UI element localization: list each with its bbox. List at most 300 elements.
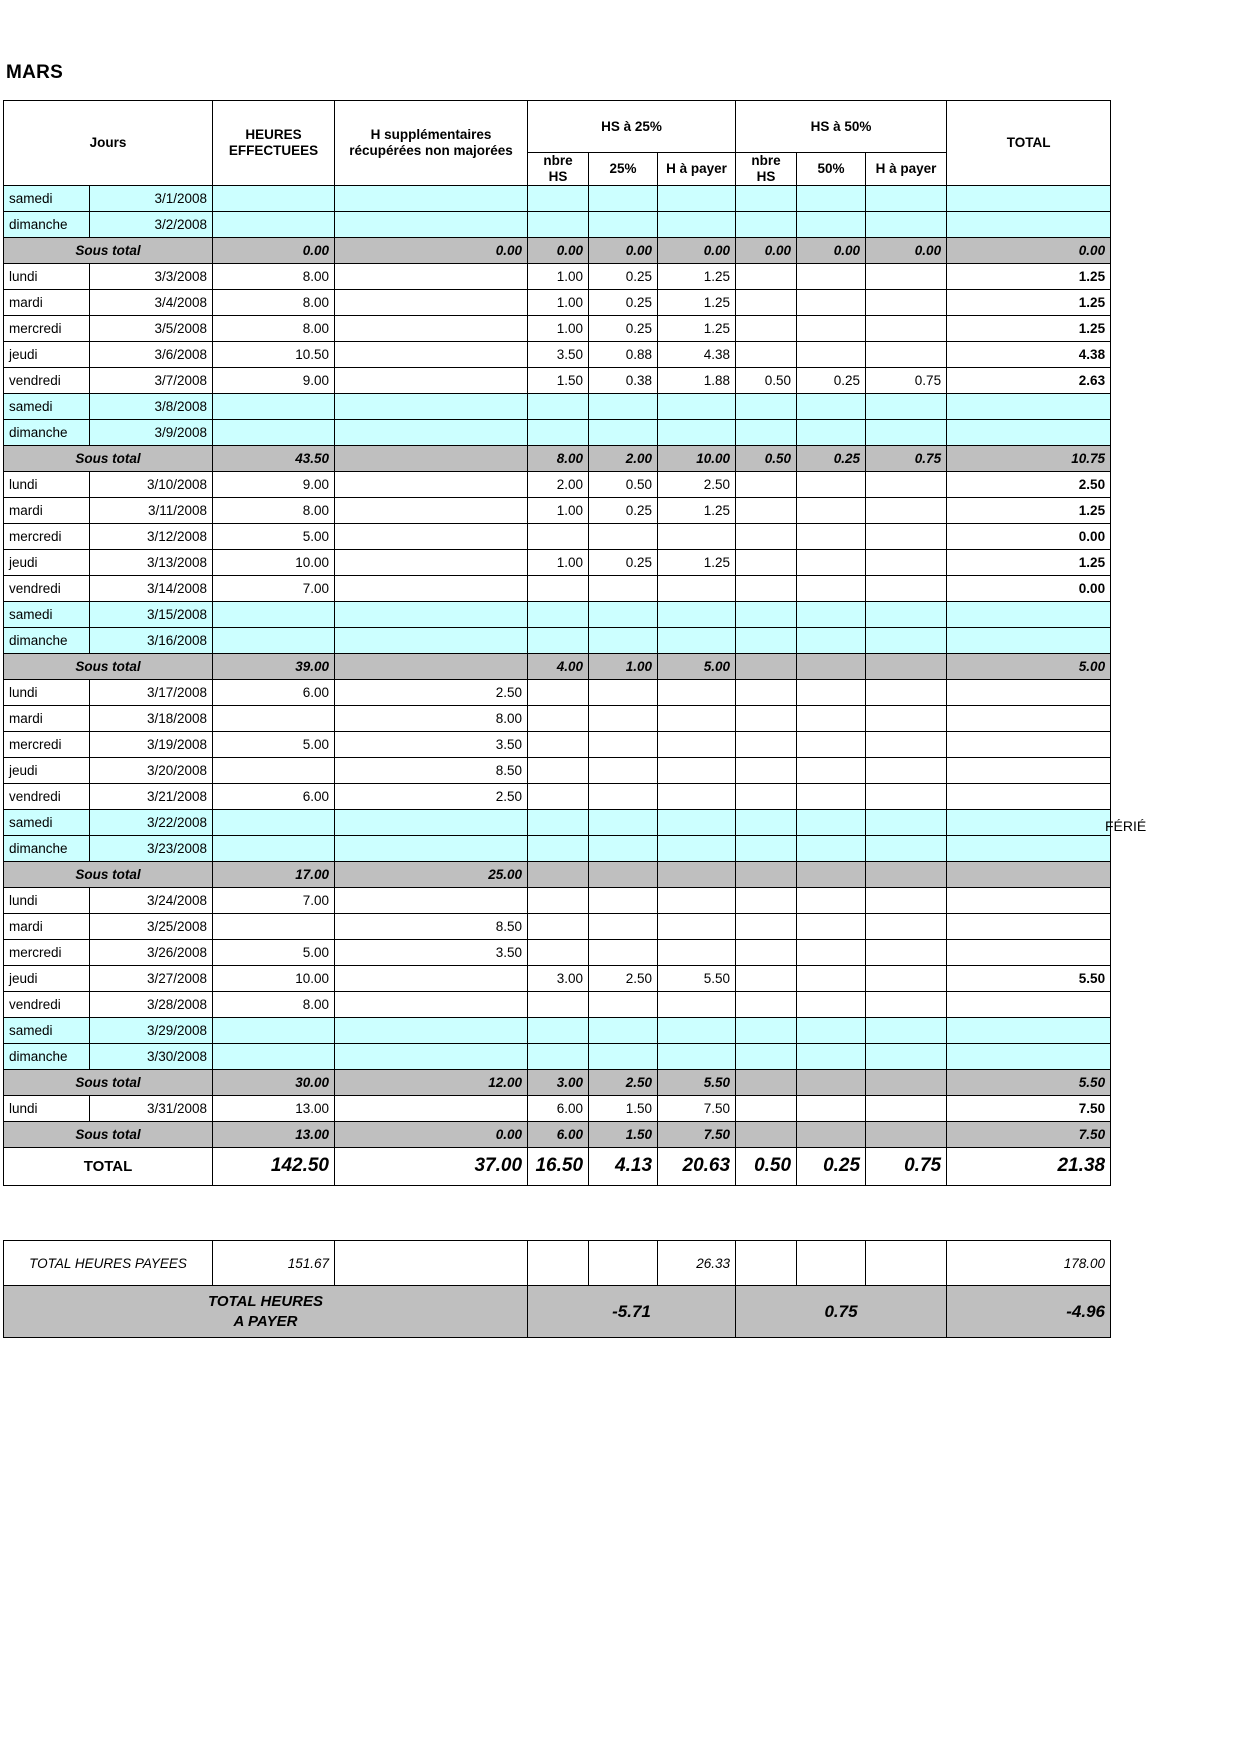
cell-date: 3/20/2008 <box>90 757 213 783</box>
cell-recuperees <box>335 627 528 653</box>
cell-day-name: dimanche <box>4 1043 90 1069</box>
cell-total: 0.00 <box>947 575 1111 601</box>
cell-total <box>947 393 1111 419</box>
cell-total <box>947 679 1111 705</box>
cell-h-payer-50 <box>866 341 947 367</box>
subtotal-pct-50 <box>797 861 866 887</box>
cell-heures-effectuees <box>213 913 335 939</box>
total-heures-payees-nbre-hs-25 <box>528 1241 589 1286</box>
table-row <box>4 991 1111 1017</box>
cell-heures-effectuees: 10.50 <box>213 341 335 367</box>
table-row <box>4 497 1111 523</box>
subtotal-pct-25: 2.00 <box>589 445 658 471</box>
column-header-h-a-payer-25: H à payer <box>658 153 736 186</box>
cell-day-name: mercredi <box>4 731 90 757</box>
subtotal-h-payer-50: 0.00 <box>866 237 947 263</box>
cell-nbre-hs-50 <box>736 393 797 419</box>
total-heures-payees-recup <box>335 1241 528 1286</box>
table-row <box>4 523 1111 549</box>
subtotal-pct-50: 0.00 <box>797 237 866 263</box>
cell-pct-25 <box>589 1017 658 1043</box>
cell-day-name: lundi <box>4 471 90 497</box>
cell-pct-50 <box>797 705 866 731</box>
subtotal-recuperees: 12.00 <box>335 1069 528 1095</box>
subtotal-nbre-hs-50 <box>736 1121 797 1147</box>
cell-heures-effectuees: 10.00 <box>213 549 335 575</box>
cell-h-payer-25 <box>658 211 736 237</box>
cell-pct-25: 0.38 <box>589 367 658 393</box>
grand-total-h-payer-50: 0.75 <box>866 1147 947 1185</box>
table-row <box>4 1095 1111 1121</box>
table-row <box>4 263 1111 289</box>
grand-total-nbre-hs-25: 16.50 <box>528 1147 589 1185</box>
grand-total-total: 21.38 <box>947 1147 1111 1185</box>
cell-date: 3/30/2008 <box>90 1043 213 1069</box>
cell-h-payer-25 <box>658 601 736 627</box>
cell-recuperees <box>335 471 528 497</box>
cell-day-name: lundi <box>4 1095 90 1121</box>
cell-total: 5.50 <box>947 965 1111 991</box>
cell-pct-25: 1.50 <box>589 1095 658 1121</box>
cell-total <box>947 783 1111 809</box>
cell-heures-effectuees <box>213 757 335 783</box>
subtotal-nbre-hs-25: 6.00 <box>528 1121 589 1147</box>
cell-h-payer-50 <box>866 627 947 653</box>
cell-pct-25 <box>589 601 658 627</box>
cell-pct-50 <box>797 965 866 991</box>
table-row <box>4 731 1111 757</box>
table-row <box>4 783 1111 809</box>
cell-h-payer-25: 7.50 <box>658 1095 736 1121</box>
subtotal-pct-25: 1.50 <box>589 1121 658 1147</box>
cell-pct-50 <box>797 471 866 497</box>
cell-pct-25 <box>589 1043 658 1069</box>
cell-h-payer-50 <box>866 471 947 497</box>
cell-pct-25: 0.25 <box>589 263 658 289</box>
cell-pct-50 <box>797 315 866 341</box>
cell-pct-50 <box>797 263 866 289</box>
table-row <box>4 835 1111 861</box>
total-heures-payees-heures: 151.67 <box>213 1241 335 1286</box>
cell-heures-effectuees: 8.00 <box>213 315 335 341</box>
cell-day-name: mercredi <box>4 939 90 965</box>
cell-pct-50 <box>797 1043 866 1069</box>
cell-date: 3/26/2008 <box>90 939 213 965</box>
cell-heures-effectuees: 10.00 <box>213 965 335 991</box>
table-row <box>4 1043 1111 1069</box>
cell-date: 3/29/2008 <box>90 1017 213 1043</box>
cell-date: 3/4/2008 <box>90 289 213 315</box>
cell-nbre-hs-50 <box>736 965 797 991</box>
cell-date: 3/6/2008 <box>90 341 213 367</box>
cell-pct-25 <box>589 731 658 757</box>
total-heures-a-payer-label <box>4 1286 528 1338</box>
cell-day-name: mardi <box>4 497 90 523</box>
table-row <box>4 757 1111 783</box>
cell-date: 3/16/2008 <box>90 627 213 653</box>
cell-nbre-hs-25: 1.00 <box>528 549 589 575</box>
subtotal-heures-effectuees: 17.00 <box>213 861 335 887</box>
cell-pct-50 <box>797 289 866 315</box>
cell-h-payer-25: 1.25 <box>658 315 736 341</box>
cell-pct-25 <box>589 835 658 861</box>
cell-pct-25 <box>589 419 658 445</box>
cell-nbre-hs-25 <box>528 1043 589 1069</box>
cell-h-payer-50 <box>866 1095 947 1121</box>
cell-recuperees <box>335 887 528 913</box>
cell-heures-effectuees: 5.00 <box>213 523 335 549</box>
cell-heures-effectuees <box>213 185 335 211</box>
cell-h-payer-50 <box>866 575 947 601</box>
cell-total: 1.25 <box>947 497 1111 523</box>
total-heures-payees-nbre-hs-50 <box>736 1241 797 1286</box>
cell-pct-50 <box>797 809 866 835</box>
cell-date: 3/19/2008 <box>90 731 213 757</box>
table-row <box>4 1017 1111 1043</box>
cell-pct-50 <box>797 211 866 237</box>
cell-nbre-hs-25 <box>528 393 589 419</box>
page-title: MARS <box>6 62 64 83</box>
table-body <box>4 185 1111 1147</box>
cell-day-name: vendredi <box>4 991 90 1017</box>
cell-recuperees <box>335 185 528 211</box>
cell-h-payer-25 <box>658 913 736 939</box>
cell-recuperees <box>335 549 528 575</box>
cell-h-payer-50 <box>866 965 947 991</box>
cell-h-payer-25: 1.25 <box>658 289 736 315</box>
cell-date: 3/1/2008 <box>90 185 213 211</box>
grand-total-label: TOTAL <box>4 1147 213 1185</box>
cell-h-payer-50 <box>866 315 947 341</box>
cell-pct-50 <box>797 627 866 653</box>
cell-pct-50 <box>797 757 866 783</box>
cell-nbre-hs-50 <box>736 913 797 939</box>
cell-nbre-hs-25: 3.00 <box>528 965 589 991</box>
cell-day-name: mercredi <box>4 315 90 341</box>
cell-recuperees: 8.50 <box>335 757 528 783</box>
cell-h-payer-50: 0.75 <box>866 367 947 393</box>
cell-total <box>947 913 1111 939</box>
cell-nbre-hs-25 <box>528 887 589 913</box>
cell-recuperees <box>335 497 528 523</box>
cell-recuperees <box>335 393 528 419</box>
cell-pct-25 <box>589 185 658 211</box>
subtotal-recuperees: 25.00 <box>335 861 528 887</box>
cell-pct-50 <box>797 341 866 367</box>
cell-pct-50 <box>797 549 866 575</box>
subtotal-total: 0.00 <box>947 237 1111 263</box>
cell-recuperees: 8.50 <box>335 913 528 939</box>
column-group-header-hs50: HS à 50% <box>736 101 947 153</box>
cell-date: 3/7/2008 <box>90 367 213 393</box>
cell-date: 3/14/2008 <box>90 575 213 601</box>
cell-nbre-hs-50 <box>736 289 797 315</box>
cell-nbre-hs-25: 1.00 <box>528 315 589 341</box>
cell-heures-effectuees <box>213 1017 335 1043</box>
cell-day-name: vendredi <box>4 575 90 601</box>
cell-h-payer-50 <box>866 705 947 731</box>
cell-h-payer-25 <box>658 809 736 835</box>
cell-nbre-hs-50 <box>736 601 797 627</box>
subtotal-h-payer-50 <box>866 861 947 887</box>
cell-nbre-hs-25 <box>528 913 589 939</box>
cell-heures-effectuees: 8.00 <box>213 991 335 1017</box>
total-heures-payees-row <box>4 1241 1111 1286</box>
timesheet-table <box>3 100 1111 1186</box>
subtotal-total: 5.50 <box>947 1069 1111 1095</box>
total-heures-a-payer-row <box>4 1286 1111 1338</box>
cell-total: 2.63 <box>947 367 1111 393</box>
cell-nbre-hs-25 <box>528 1017 589 1043</box>
subtotal-row <box>4 445 1111 471</box>
cell-h-payer-50 <box>866 835 947 861</box>
cell-pct-50: 0.25 <box>797 367 866 393</box>
cell-date: 3/8/2008 <box>90 393 213 419</box>
cell-pct-25: 0.50 <box>589 471 658 497</box>
column-header-jours: Jours <box>4 101 213 186</box>
cell-nbre-hs-50 <box>736 1043 797 1069</box>
cell-nbre-hs-25: 3.50 <box>528 341 589 367</box>
cell-recuperees <box>335 601 528 627</box>
subtotal-row <box>4 237 1111 263</box>
cell-pct-50 <box>797 523 866 549</box>
subtotal-recuperees: 0.00 <box>335 237 528 263</box>
cell-heures-effectuees: 6.00 <box>213 679 335 705</box>
cell-pct-50 <box>797 419 866 445</box>
cell-h-payer-25 <box>658 835 736 861</box>
cell-recuperees: 2.50 <box>335 783 528 809</box>
grand-total-recup: 37.00 <box>335 1147 528 1185</box>
a-payer-label-line1: TOTAL HEURES <box>207 1293 323 1310</box>
cell-nbre-hs-50 <box>736 887 797 913</box>
cell-nbre-hs-50 <box>736 991 797 1017</box>
cell-h-payer-50 <box>866 757 947 783</box>
cell-day-name: samedi <box>4 185 90 211</box>
grand-total-h-payer-25: 20.63 <box>658 1147 736 1185</box>
cell-pct-25 <box>589 211 658 237</box>
cell-heures-effectuees: 5.00 <box>213 939 335 965</box>
cell-heures-effectuees <box>213 627 335 653</box>
cell-h-payer-25 <box>658 393 736 419</box>
cell-pct-50 <box>797 887 866 913</box>
cell-pct-25 <box>589 939 658 965</box>
table-row <box>4 419 1111 445</box>
subtotal-h-payer-50 <box>866 653 947 679</box>
cell-recuperees <box>335 1095 528 1121</box>
cell-pct-50 <box>797 913 866 939</box>
subtotal-nbre-hs-25 <box>528 861 589 887</box>
subtotal-row <box>4 1121 1111 1147</box>
cell-pct-50 <box>797 575 866 601</box>
cell-date: 3/5/2008 <box>90 315 213 341</box>
cell-nbre-hs-25 <box>528 783 589 809</box>
table-row <box>4 549 1111 575</box>
subtotal-nbre-hs-25: 0.00 <box>528 237 589 263</box>
total-heures-payees-pct-50 <box>797 1241 866 1286</box>
cell-pct-50 <box>797 1095 866 1121</box>
cell-nbre-hs-25 <box>528 939 589 965</box>
cell-recuperees <box>335 991 528 1017</box>
cell-date: 3/28/2008 <box>90 991 213 1017</box>
cell-heures-effectuees: 8.00 <box>213 263 335 289</box>
total-heures-a-payer-hs50: 0.75 <box>736 1286 947 1338</box>
cell-pct-25 <box>589 783 658 809</box>
cell-nbre-hs-25 <box>528 419 589 445</box>
cell-h-payer-25 <box>658 419 736 445</box>
subtotal-row <box>4 861 1111 887</box>
cell-date: 3/24/2008 <box>90 887 213 913</box>
subtotal-heures-effectuees: 13.00 <box>213 1121 335 1147</box>
cell-pct-25 <box>589 887 658 913</box>
cell-pct-25 <box>589 393 658 419</box>
cell-pct-50 <box>797 679 866 705</box>
total-heures-payees-h-payer-50 <box>866 1241 947 1286</box>
cell-total <box>947 1017 1111 1043</box>
cell-recuperees <box>335 211 528 237</box>
cell-heures-effectuees: 6.00 <box>213 783 335 809</box>
cell-nbre-hs-25 <box>528 211 589 237</box>
table-row <box>4 965 1111 991</box>
cell-total: 1.25 <box>947 263 1111 289</box>
cell-nbre-hs-25 <box>528 705 589 731</box>
subtotal-nbre-hs-50 <box>736 1069 797 1095</box>
subtotal-heures-effectuees: 39.00 <box>213 653 335 679</box>
cell-heures-effectuees <box>213 835 335 861</box>
cell-h-payer-25: 1.25 <box>658 497 736 523</box>
cell-recuperees <box>335 315 528 341</box>
subtotal-label: Sous total <box>4 1121 213 1147</box>
cell-pct-50 <box>797 393 866 419</box>
column-header-h-a-payer-50: H à payer <box>866 153 947 186</box>
cell-day-name: lundi <box>4 887 90 913</box>
cell-h-payer-25 <box>658 705 736 731</box>
cell-nbre-hs-50 <box>736 783 797 809</box>
cell-total: 1.25 <box>947 289 1111 315</box>
cell-day-name: lundi <box>4 679 90 705</box>
cell-pct-25 <box>589 757 658 783</box>
subtotal-h-payer-50 <box>866 1069 947 1095</box>
subtotal-nbre-hs-25: 8.00 <box>528 445 589 471</box>
cell-date: 3/10/2008 <box>90 471 213 497</box>
cell-total: 2.50 <box>947 471 1111 497</box>
cell-h-payer-25 <box>658 575 736 601</box>
table-row <box>4 341 1111 367</box>
cell-date: 3/9/2008 <box>90 419 213 445</box>
cell-nbre-hs-25 <box>528 601 589 627</box>
cell-h-payer-25: 5.50 <box>658 965 736 991</box>
cell-h-payer-50 <box>866 601 947 627</box>
cell-nbre-hs-50 <box>736 679 797 705</box>
table-row <box>4 887 1111 913</box>
cell-nbre-hs-25: 1.00 <box>528 497 589 523</box>
cell-pct-50 <box>797 601 866 627</box>
cell-nbre-hs-50 <box>736 315 797 341</box>
cell-pct-25 <box>589 627 658 653</box>
cell-total: 1.25 <box>947 315 1111 341</box>
cell-heures-effectuees <box>213 705 335 731</box>
subtotal-row <box>4 1069 1111 1095</box>
total-heures-payees-label: TOTAL HEURES PAYEES <box>4 1241 213 1286</box>
cell-heures-effectuees <box>213 1043 335 1069</box>
cell-nbre-hs-50 <box>736 731 797 757</box>
cell-h-payer-50 <box>866 887 947 913</box>
cell-nbre-hs-25 <box>528 575 589 601</box>
cell-total <box>947 991 1111 1017</box>
cell-h-payer-50 <box>866 549 947 575</box>
cell-day-name: dimanche <box>4 627 90 653</box>
cell-recuperees <box>335 809 528 835</box>
cell-h-payer-50 <box>866 1017 947 1043</box>
cell-h-payer-25: 2.50 <box>658 471 736 497</box>
cell-h-payer-50 <box>866 419 947 445</box>
cell-date: 3/31/2008 <box>90 1095 213 1121</box>
column-header-total: TOTAL <box>947 101 1111 186</box>
column-group-header-hs25: HS à 25% <box>528 101 736 153</box>
cell-recuperees <box>335 419 528 445</box>
cell-day-name: lundi <box>4 263 90 289</box>
grand-total-pct-25: 4.13 <box>589 1147 658 1185</box>
cell-h-payer-50 <box>866 185 947 211</box>
cell-heures-effectuees: 9.00 <box>213 471 335 497</box>
subtotal-row <box>4 653 1111 679</box>
cell-total <box>947 705 1111 731</box>
cell-h-payer-50 <box>866 939 947 965</box>
cell-day-name: mardi <box>4 705 90 731</box>
cell-recuperees <box>335 263 528 289</box>
table-row <box>4 471 1111 497</box>
cell-day-name: vendredi <box>4 367 90 393</box>
cell-nbre-hs-25: 1.50 <box>528 367 589 393</box>
cell-date: 3/18/2008 <box>90 705 213 731</box>
cell-pct-25: 0.88 <box>589 341 658 367</box>
subtotal-pct-25: 0.00 <box>589 237 658 263</box>
cell-heures-effectuees: 5.00 <box>213 731 335 757</box>
cell-total <box>947 731 1111 757</box>
subtotal-label: Sous total <box>4 237 213 263</box>
cell-pct-50 <box>797 497 866 523</box>
cell-day-name: jeudi <box>4 341 90 367</box>
cell-day-name: vendredi <box>4 783 90 809</box>
cell-pct-25 <box>589 991 658 1017</box>
cell-day-name: samedi <box>4 809 90 835</box>
total-heures-payees-pct-25 <box>589 1241 658 1286</box>
cell-total <box>947 627 1111 653</box>
cell-pct-50 <box>797 939 866 965</box>
cell-nbre-hs-50 <box>736 419 797 445</box>
table-row <box>4 185 1111 211</box>
cell-h-payer-25 <box>658 731 736 757</box>
cell-nbre-hs-25 <box>528 991 589 1017</box>
subtotal-nbre-hs-50 <box>736 861 797 887</box>
cell-h-payer-25: 1.25 <box>658 549 736 575</box>
cell-h-payer-25 <box>658 887 736 913</box>
cell-heures-effectuees: 7.00 <box>213 575 335 601</box>
cell-nbre-hs-50 <box>736 575 797 601</box>
cell-h-payer-50 <box>866 913 947 939</box>
subtotal-total: 5.00 <box>947 653 1111 679</box>
column-header-pct-25: 25% <box>589 153 658 186</box>
cell-total <box>947 601 1111 627</box>
cell-nbre-hs-50 <box>736 939 797 965</box>
cell-pct-25 <box>589 679 658 705</box>
cell-h-payer-25 <box>658 627 736 653</box>
cell-pct-25 <box>589 705 658 731</box>
subtotal-recuperees <box>335 445 528 471</box>
ferie-annotation: FÉRIÉ <box>1105 818 1147 834</box>
cell-pct-25 <box>589 809 658 835</box>
cell-h-payer-25 <box>658 757 736 783</box>
table-row <box>4 939 1111 965</box>
